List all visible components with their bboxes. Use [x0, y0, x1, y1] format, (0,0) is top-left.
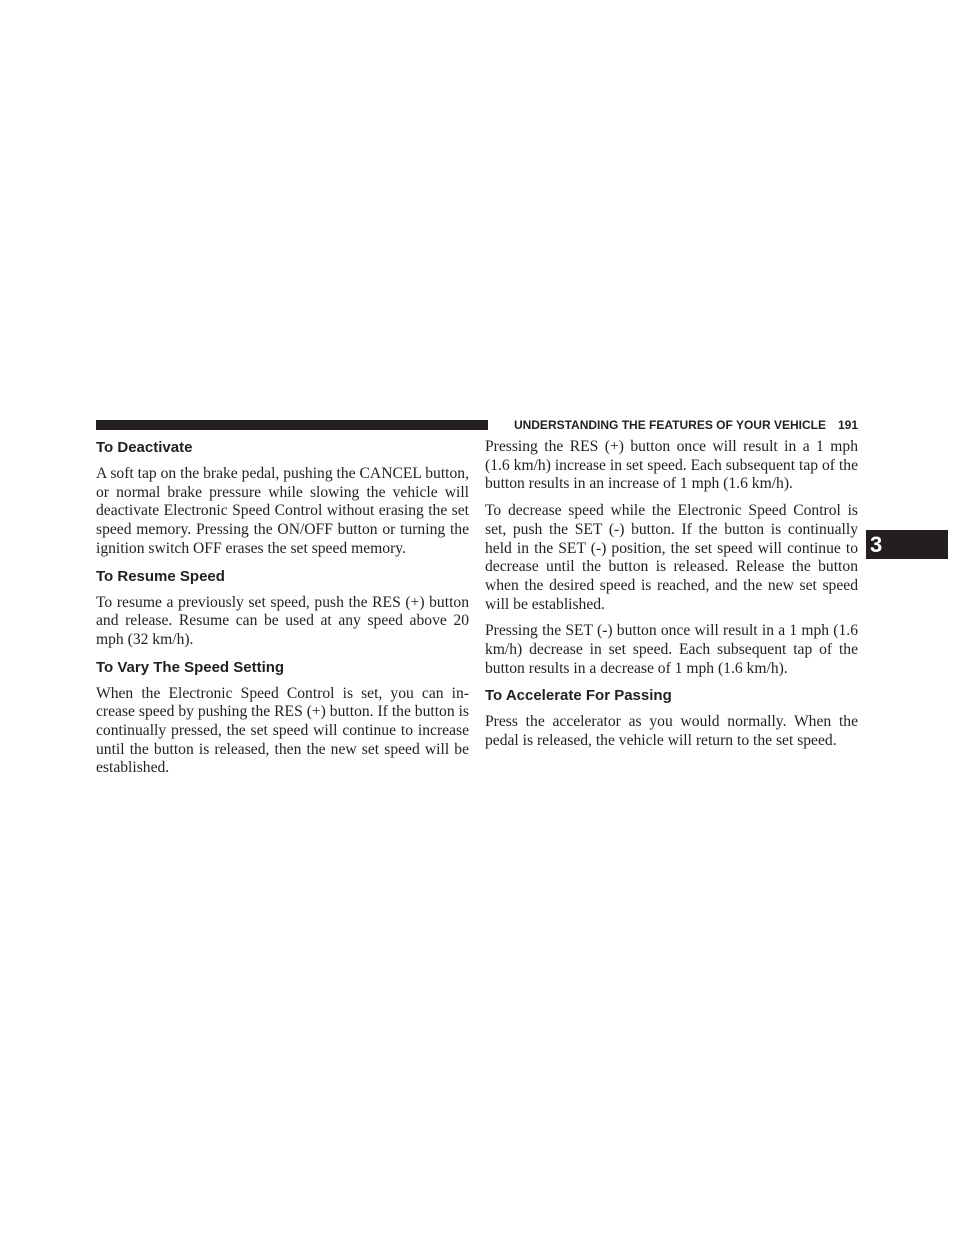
paragraph-res-increase: Pressing the RES (+) button once will result in a 1 mph (1.6 km/h) increase in set speed. Each subsequent tap of the button results in an increase of 1 mph (1.6 km/h).	[485, 438, 858, 493]
page-number: 191	[837, 418, 858, 432]
paragraph-deactivate: A soft tap on the brake pedal, pushing the CANCEL button, or normal brake pressure while slowing the vehicle will deactivate Electronic Speed Control without erasing the set speed memory. Pressing the ON/OFF button or turning the ignition switch OFF erases the set speed memory.	[96, 465, 469, 557]
paragraph-accelerate-passing: Press the accelerator as you would normally. When the pedal is released, the vehicle will return to the set speed.	[485, 713, 858, 750]
paragraph-resume-speed: To resume a previously set speed, push the RES (+) button and release. Resume can be used at any speed above 20 mph (32 km/h).	[96, 593, 469, 648]
running-header	[498, 417, 858, 433]
heading-to-accelerate-for-passing: To Accelerate For Passing	[485, 687, 672, 705]
left-column	[96, 438, 469, 786]
paragraph-set-decrease: Pressing the SET (-) button once will result in a 1 mph (1.6 km/h) decrease in set speed. Each subsequent tap of the button results in a decrease of 1 mph (1.6 km/h).	[485, 622, 858, 677]
heading-to-resume-speed: To Resume Speed	[96, 567, 225, 585]
chapter-tab: 3	[866, 530, 948, 559]
paragraph-decrease-speed: To decrease speed while the Electronic Speed Control is set, push the SET (-) button. If the button is continually held in the SET (-) position, the set speed will continue to decrease until the button is released. Release the button when the desired speed is reached, and the new set speed will be established.	[485, 502, 858, 613]
paragraph-vary-speed: When the Electronic Speed Control is set, you can in-crease speed by pushing the RES (+) button. If the button is continually pressed, the set speed will continue to increase until the button is released, then the new set speed will be established.	[96, 684, 469, 777]
section-title: UNDERSTANDING THE FEATURES OF YOUR VEHICLE	[513, 418, 826, 432]
right-column	[485, 438, 858, 759]
heading-to-deactivate: To Deactivate	[96, 439, 193, 456]
header-rule	[96, 420, 488, 430]
heading-to-vary-speed-setting: To Vary The Speed Setting	[96, 658, 285, 676]
